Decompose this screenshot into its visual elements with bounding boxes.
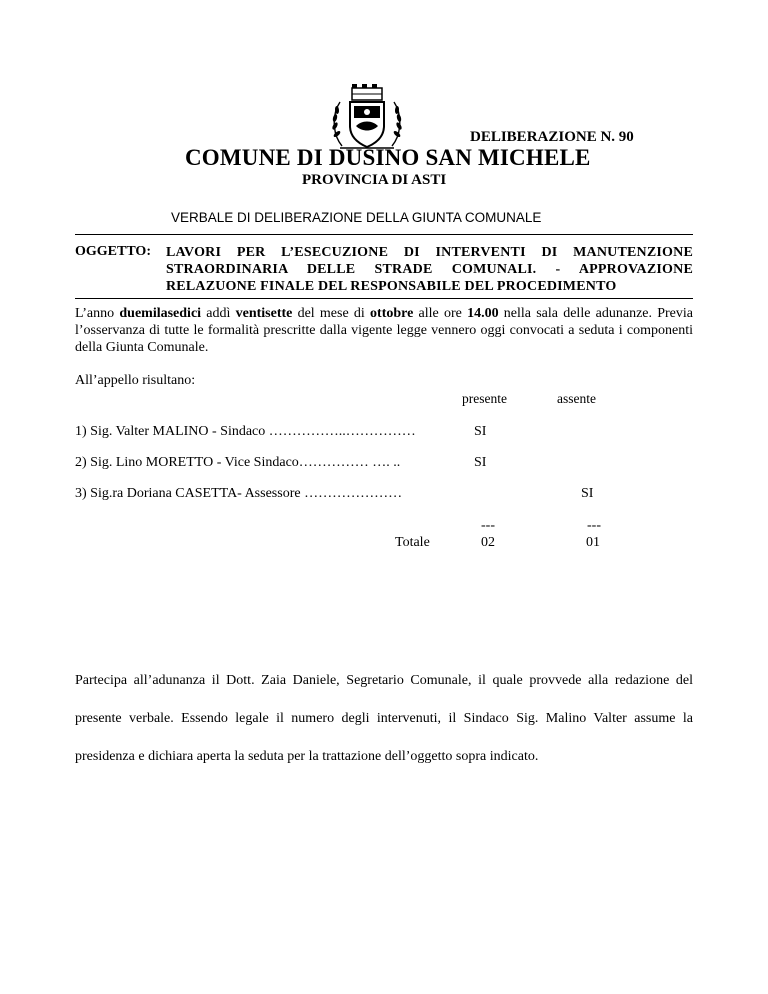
closing-paragraph: Partecipa all’adunanza il Dott. Zaia Daniele, Segretario Comunale, il quale provvede alla redazione del presente verbale. Essendo legale il numero degli intervenuti, il Sindaco Sig. Malino Valter assume la presidenza e dichiara aperta la seduta per la trattazione dell’oggetto sopra indicato. bbox=[75, 673, 693, 764]
member-row-3-assente: SI bbox=[581, 486, 594, 501]
member-row-3-name: 3) Sig.ra Doriana CASETTA- Assessore ………………… bbox=[75, 486, 403, 501]
assente-separator: --- bbox=[587, 518, 601, 533]
presente-separator: --- bbox=[481, 518, 495, 533]
subject-divider bbox=[75, 298, 693, 299]
column-presente: presente bbox=[462, 391, 507, 406]
top-divider bbox=[75, 234, 693, 235]
subject-label: OGGETTO: bbox=[75, 244, 151, 259]
document-type-heading: VERBALE DI DELIBERAZIONE DELLA GIUNTA COMUNALE bbox=[171, 210, 542, 225]
member-row-2-presente: SI bbox=[474, 455, 487, 470]
municipal-crest-icon bbox=[328, 84, 406, 152]
member-row-2-name: 2) Sig. Lino MORETTO - Vice Sindaco…………… …. .. bbox=[75, 455, 401, 470]
total-label: Totale bbox=[395, 535, 430, 550]
meeting-intro-paragraph: L’anno duemilasedici addì ventisette del mese di ottobre alle ore 14.00 nella sala delle adunanze. Previa l’osservanza di tutte le formalità prescritte dalla vigente legge vennero oggi convocati a seduta i componenti della Giunta Comunale. bbox=[75, 306, 693, 355]
total-assente: 01 bbox=[586, 535, 600, 550]
member-row-1-name: 1) Sig. Valter MALINO - Sindaco ……………..…………… bbox=[75, 424, 416, 439]
roll-call-label: All’appello risultano: bbox=[75, 373, 196, 388]
deliberation-number: DELIBERAZIONE N. 90 bbox=[470, 129, 634, 145]
province-name: PROVINCIA DI ASTI bbox=[302, 172, 447, 188]
municipality-name: COMUNE DI DUSINO SAN MICHELE bbox=[185, 145, 591, 170]
total-presente: 02 bbox=[481, 535, 495, 550]
column-assente: assente bbox=[557, 391, 596, 406]
subject-text: LAVORI PER L’ESECUZIONE DI INTERVENTI DI MANUTENZIONE STRAORDINARIA DELLE STRADE COMUNALI. - APPROVAZIONE RELAZUONE FINALE DEL RESPONSABILE DEL PROCEDIMENTO bbox=[166, 245, 693, 294]
member-row-1-presente: SI bbox=[474, 424, 487, 439]
